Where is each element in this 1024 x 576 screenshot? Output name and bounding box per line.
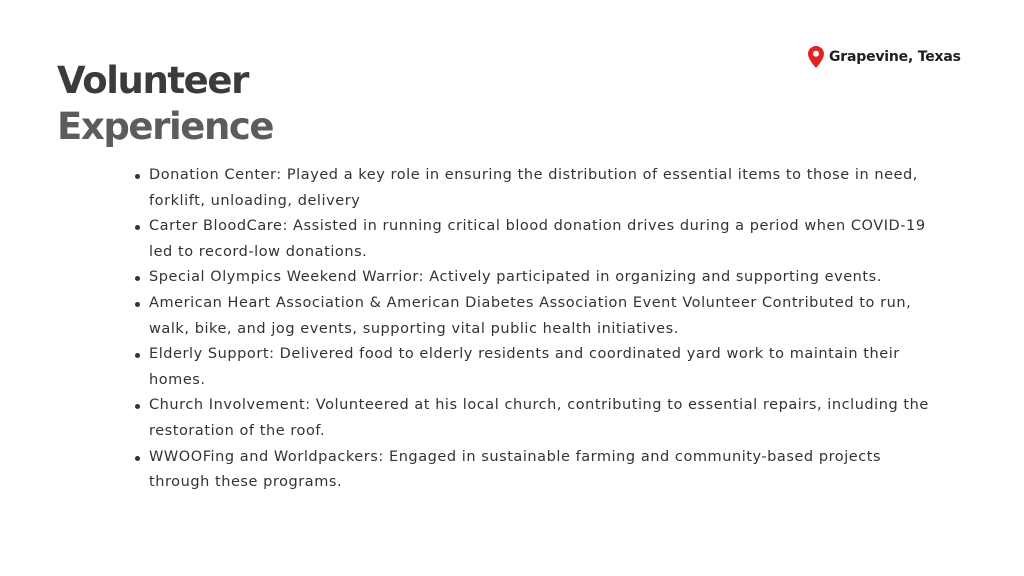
map-pin-icon bbox=[808, 46, 824, 68]
list-item bbox=[135, 163, 935, 214]
list-item-text: Carter BloodCare: Assisted in running critical blood donation drives during a period when COVID-19 led to record-low donations. bbox=[149, 218, 926, 260]
list-item bbox=[135, 393, 935, 444]
list-item bbox=[135, 214, 935, 265]
list-item-text: WWOOFing and Worldpackers: Engaged in sustainable farming and community-based projects through these programs. bbox=[149, 448, 882, 491]
list-item-text: Church Involvement: Volunteered at his local church, contributing to essential repairs, including the restoration of the roof. bbox=[149, 397, 929, 439]
page-title bbox=[57, 58, 273, 150]
bullet-icon bbox=[135, 456, 140, 461]
list-item-text: Elderly Support: Delivered food to elderly residents and coordinated yard work to maintain their homes. bbox=[149, 346, 900, 388]
list-item bbox=[135, 445, 935, 496]
location-city: Grapevine, Texas bbox=[829, 49, 961, 65]
bullet-icon bbox=[135, 225, 140, 230]
bullet-icon bbox=[135, 404, 140, 409]
title-line-1: Volunteer bbox=[57, 59, 248, 102]
bullet-icon bbox=[135, 276, 140, 281]
list-item-text: Donation Center: Played a key role in ensuring the distribution of essential items to those in need, forklift, unloading, delivery bbox=[149, 167, 918, 209]
bullet-icon bbox=[135, 302, 140, 307]
volunteer-list bbox=[135, 163, 935, 496]
title-line-2: Experience bbox=[57, 105, 274, 148]
list-item-text: Special Olympics Weekend Warrior: Actively participated in organizing and supporting events. bbox=[149, 269, 882, 286]
bullet-icon bbox=[135, 353, 140, 358]
list-item-text: American Heart Association & American Diabetes Association Event Volunteer Contributed to run, walk, bike, and jog events, supporting vital public health initiatives. bbox=[149, 294, 912, 337]
list-item bbox=[135, 342, 935, 393]
bullet-icon bbox=[135, 174, 140, 179]
location-tag bbox=[808, 44, 961, 70]
list-item bbox=[135, 291, 935, 342]
list-item bbox=[135, 265, 935, 291]
